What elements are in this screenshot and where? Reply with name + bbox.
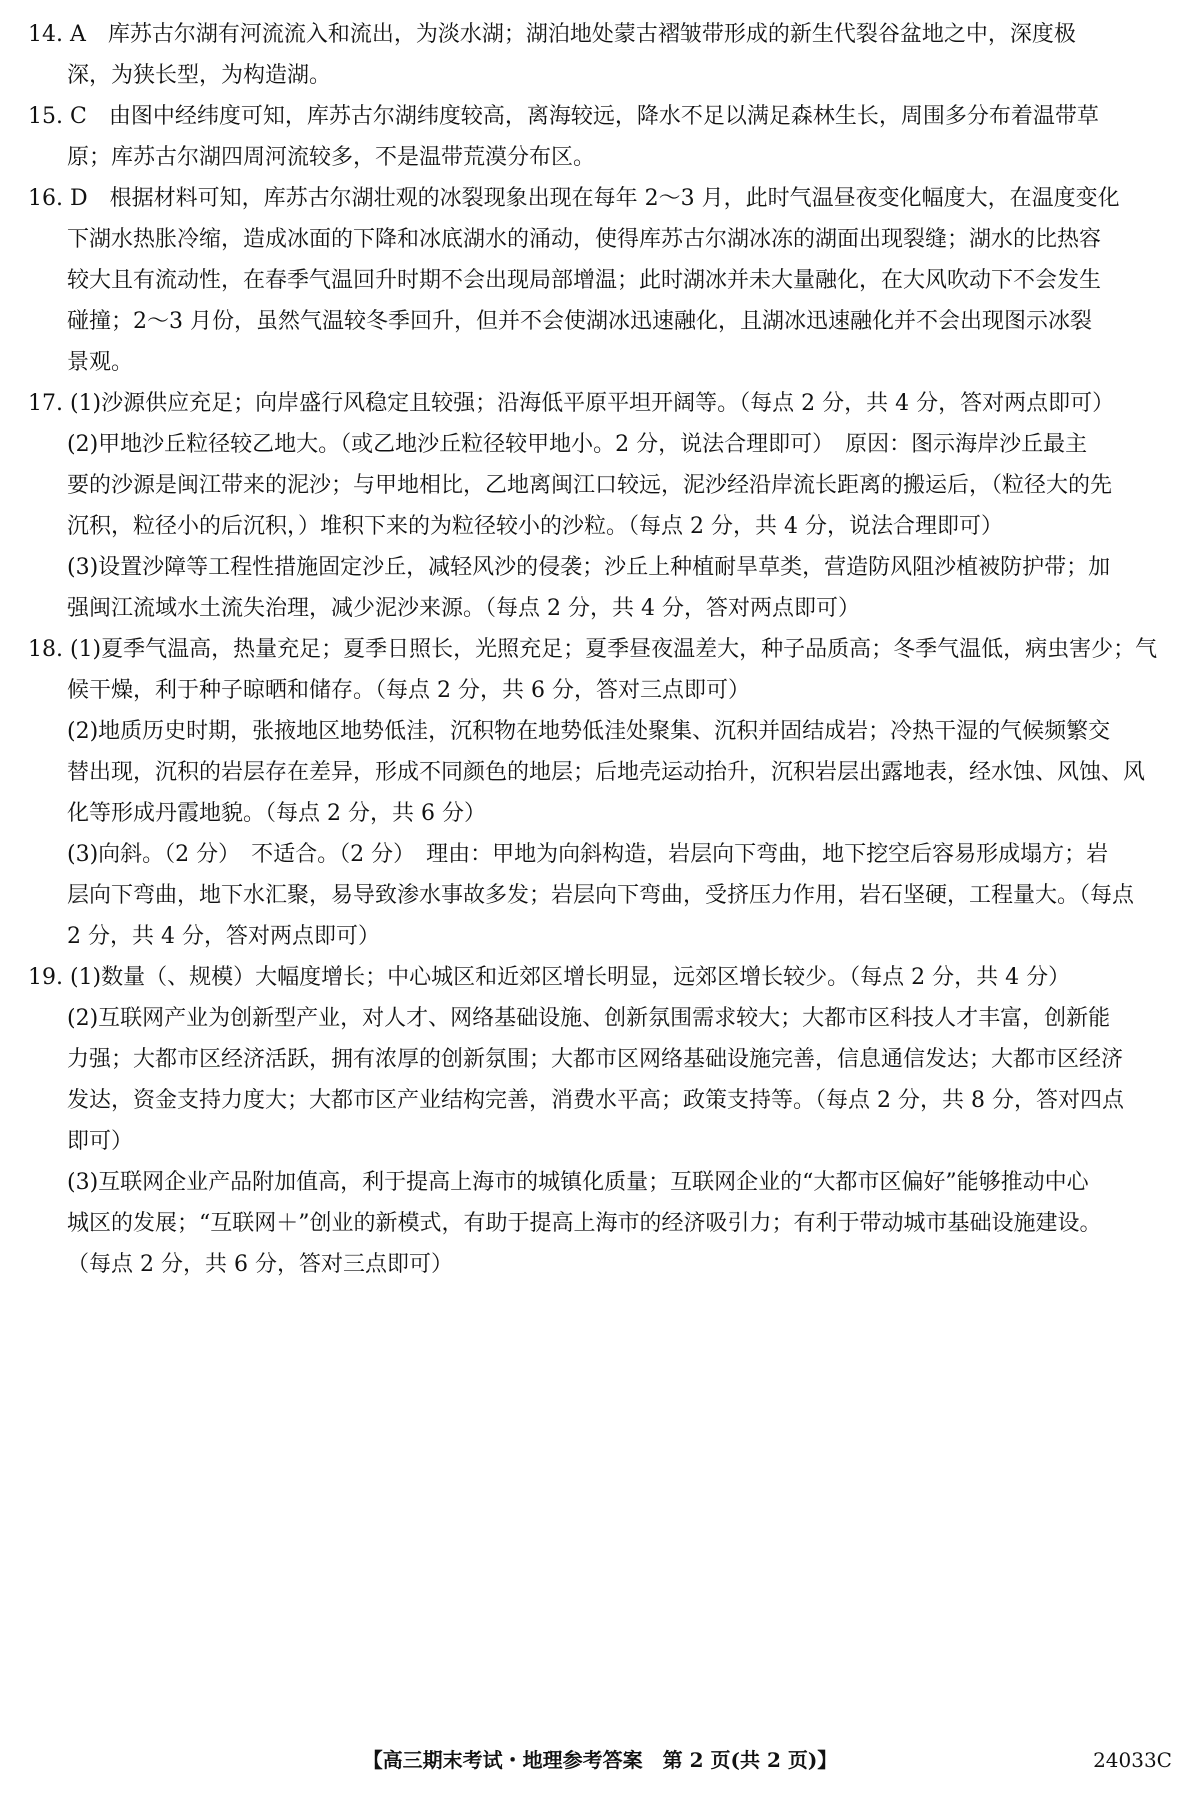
- answer-line: 深，为狭长型，为构造湖。: [67, 63, 332, 88]
- answer-line: 下湖水热胀冷缩，造成冰面的下降和冰底湖水的涌动，使得库苏古尔湖冰冻的湖面出现裂缝；湖水的比热容: [67, 227, 1102, 252]
- answer-q18: [28, 629, 1176, 957]
- answer-q16: [28, 178, 1176, 383]
- answer-line: 沉积，粒径小的后沉积，）堆积下来的为粒径较小的沙粒。（每点 2 分，共 4 分，说法合理即可）: [67, 514, 1003, 539]
- answer-q14: [28, 14, 1176, 96]
- answer-line: (2)甲地沙丘粒径较乙地大。（或乙地沙丘粒径较甲地小。2 分，说法合理即可） 原因：图示海岸沙丘最主: [67, 432, 1088, 457]
- answer-line: (3)向斜。（2 分） 不适合。（2 分） 理由：甲地为向斜构造，岩层向下弯曲，地下挖空后容易形成塌方；岩: [67, 842, 1109, 867]
- answer-line: (2)互联网产业为创新型产业，对人才、网络基础设施、创新氛围需求较大；大都市区科技人才丰富，创新能: [67, 1006, 1111, 1031]
- answer-line: 14. A 库苏古尔湖有河流流入和流出，为淡水湖；湖泊地处蒙古褶皱带形成的新生代裂谷盆地之中，深度极: [28, 22, 1076, 47]
- answer-line: (2)地质历史时期，张掖地区地势低洼，沉积物在地势低洼处聚集、沉积并固结成岩；冷热干湿的气候频繁交: [67, 719, 1111, 744]
- page-footer: [0, 1744, 1200, 1776]
- answer-content: [28, 14, 1176, 1285]
- answer-line: 较大且有流动性，在春季气温回升时期不会出现局部增温；此时湖冰并未大量融化，在大风吹动下不会发生: [67, 268, 1102, 293]
- answer-line: 要的沙源是闽江带来的泥沙；与甲地相比，乙地离闽江口较远，泥沙经沿岸流长距离的搬运后，（粒径大的先: [67, 473, 1113, 498]
- answer-line: 17. (1)沙源供应充足；向岸盛行风稳定且较强；沿海低平原平坦开阔等。（每点 2 分，共 4 分，答对两点即可）: [28, 391, 1115, 416]
- answer-line: 2 分，共 4 分，答对两点即可）: [67, 924, 380, 949]
- answer-line: 替出现，沉积的岩层存在差异，形成不同颜色的地层；后地壳运动抬升，沉积岩层出露地表，经水蚀、风蚀、风: [67, 760, 1146, 785]
- answer-line: （每点 2 分，共 6 分，答对三点即可）: [67, 1252, 453, 1277]
- footer-title: 【高三期末考试・地理参考答案 第 2 页(共 2 页)】: [362, 1748, 838, 1772]
- answer-q15: [28, 96, 1176, 178]
- answer-line: 原；库苏古尔湖四周河流较多，不是温带荒漠分布区。: [67, 145, 596, 170]
- answer-line: 19. (1)数量（、规模）大幅度增长；中心城区和近郊区增长明显，远郊区增长较少。（每点 2 分，共 4 分）: [28, 965, 1071, 990]
- answer-line: (3)互联网企业产品附加值高，利于提高上海市的城镇化质量；互联网企业的“大都市区偏好”能够推动中心: [67, 1170, 1089, 1195]
- answer-line: 强闽江流域水土流失治理，减少泥沙来源。（每点 2 分，共 4 分，答对两点即可）: [67, 596, 860, 621]
- answer-line: 景观。: [67, 350, 134, 375]
- answer-line: 即可）: [67, 1129, 134, 1154]
- answer-q19: [28, 957, 1176, 1285]
- answer-line: 候干燥，利于种子晾晒和储存。（每点 2 分，共 6 分，答对三点即可）: [67, 678, 750, 703]
- answer-line: 城区的发展；“互联网＋”创业的新模式，有助于提高上海市的经济吸引力；有利于带动城市基础设施建设。: [67, 1211, 1102, 1236]
- answer-line: 16. D 根据材料可知，库苏古尔湖壮观的冰裂现象出现在每年 2～3 月，此时气温昼夜变化幅度大，在温度变化: [28, 186, 1120, 211]
- answer-line: 15. C 由图中经纬度可知，库苏古尔湖纬度较高，离海较远，降水不足以满足森林生长，周围多分布着温带草: [28, 104, 1099, 129]
- answer-line: 碰撞；2～3 月份，虽然气温较冬季回升，但并不会使湖冰迅速融化，且湖冰迅速融化并不会出现图示冰裂: [67, 309, 1092, 334]
- answer-line: 18. (1)夏季气温高，热量充足；夏季日照长，光照充足；夏季昼夜温差大，种子品质高；冬季气温低，病虫害少；气: [28, 637, 1158, 662]
- answer-line: 化等形成丹霞地貌。（每点 2 分，共 6 分）: [67, 801, 486, 826]
- answer-line: 力强；大都市区经济活跃，拥有浓厚的创新氛围；大都市区网络基础设施完善，信息通信发达；大都市区经济: [67, 1047, 1124, 1072]
- footer-code: 24033C: [1093, 1748, 1172, 1772]
- answer-line: (3)设置沙障等工程性措施固定沙丘，减轻风沙的侵袭；沙丘上种植耐旱草类，营造防风阻沙植被防护带；加: [67, 555, 1111, 580]
- answer-q17: [28, 383, 1176, 629]
- answer-line: 层向下弯曲，地下水汇聚，易导致渗水事故多发；岩层向下弯曲，受挤压力作用，岩石坚硬，工程量大。（每点: [67, 883, 1135, 908]
- answer-line: 发达，资金支持力度大；大都市区产业结构完善，消费水平高；政策支持等。（每点 2 分，共 8 分，答对四点: [67, 1088, 1124, 1113]
